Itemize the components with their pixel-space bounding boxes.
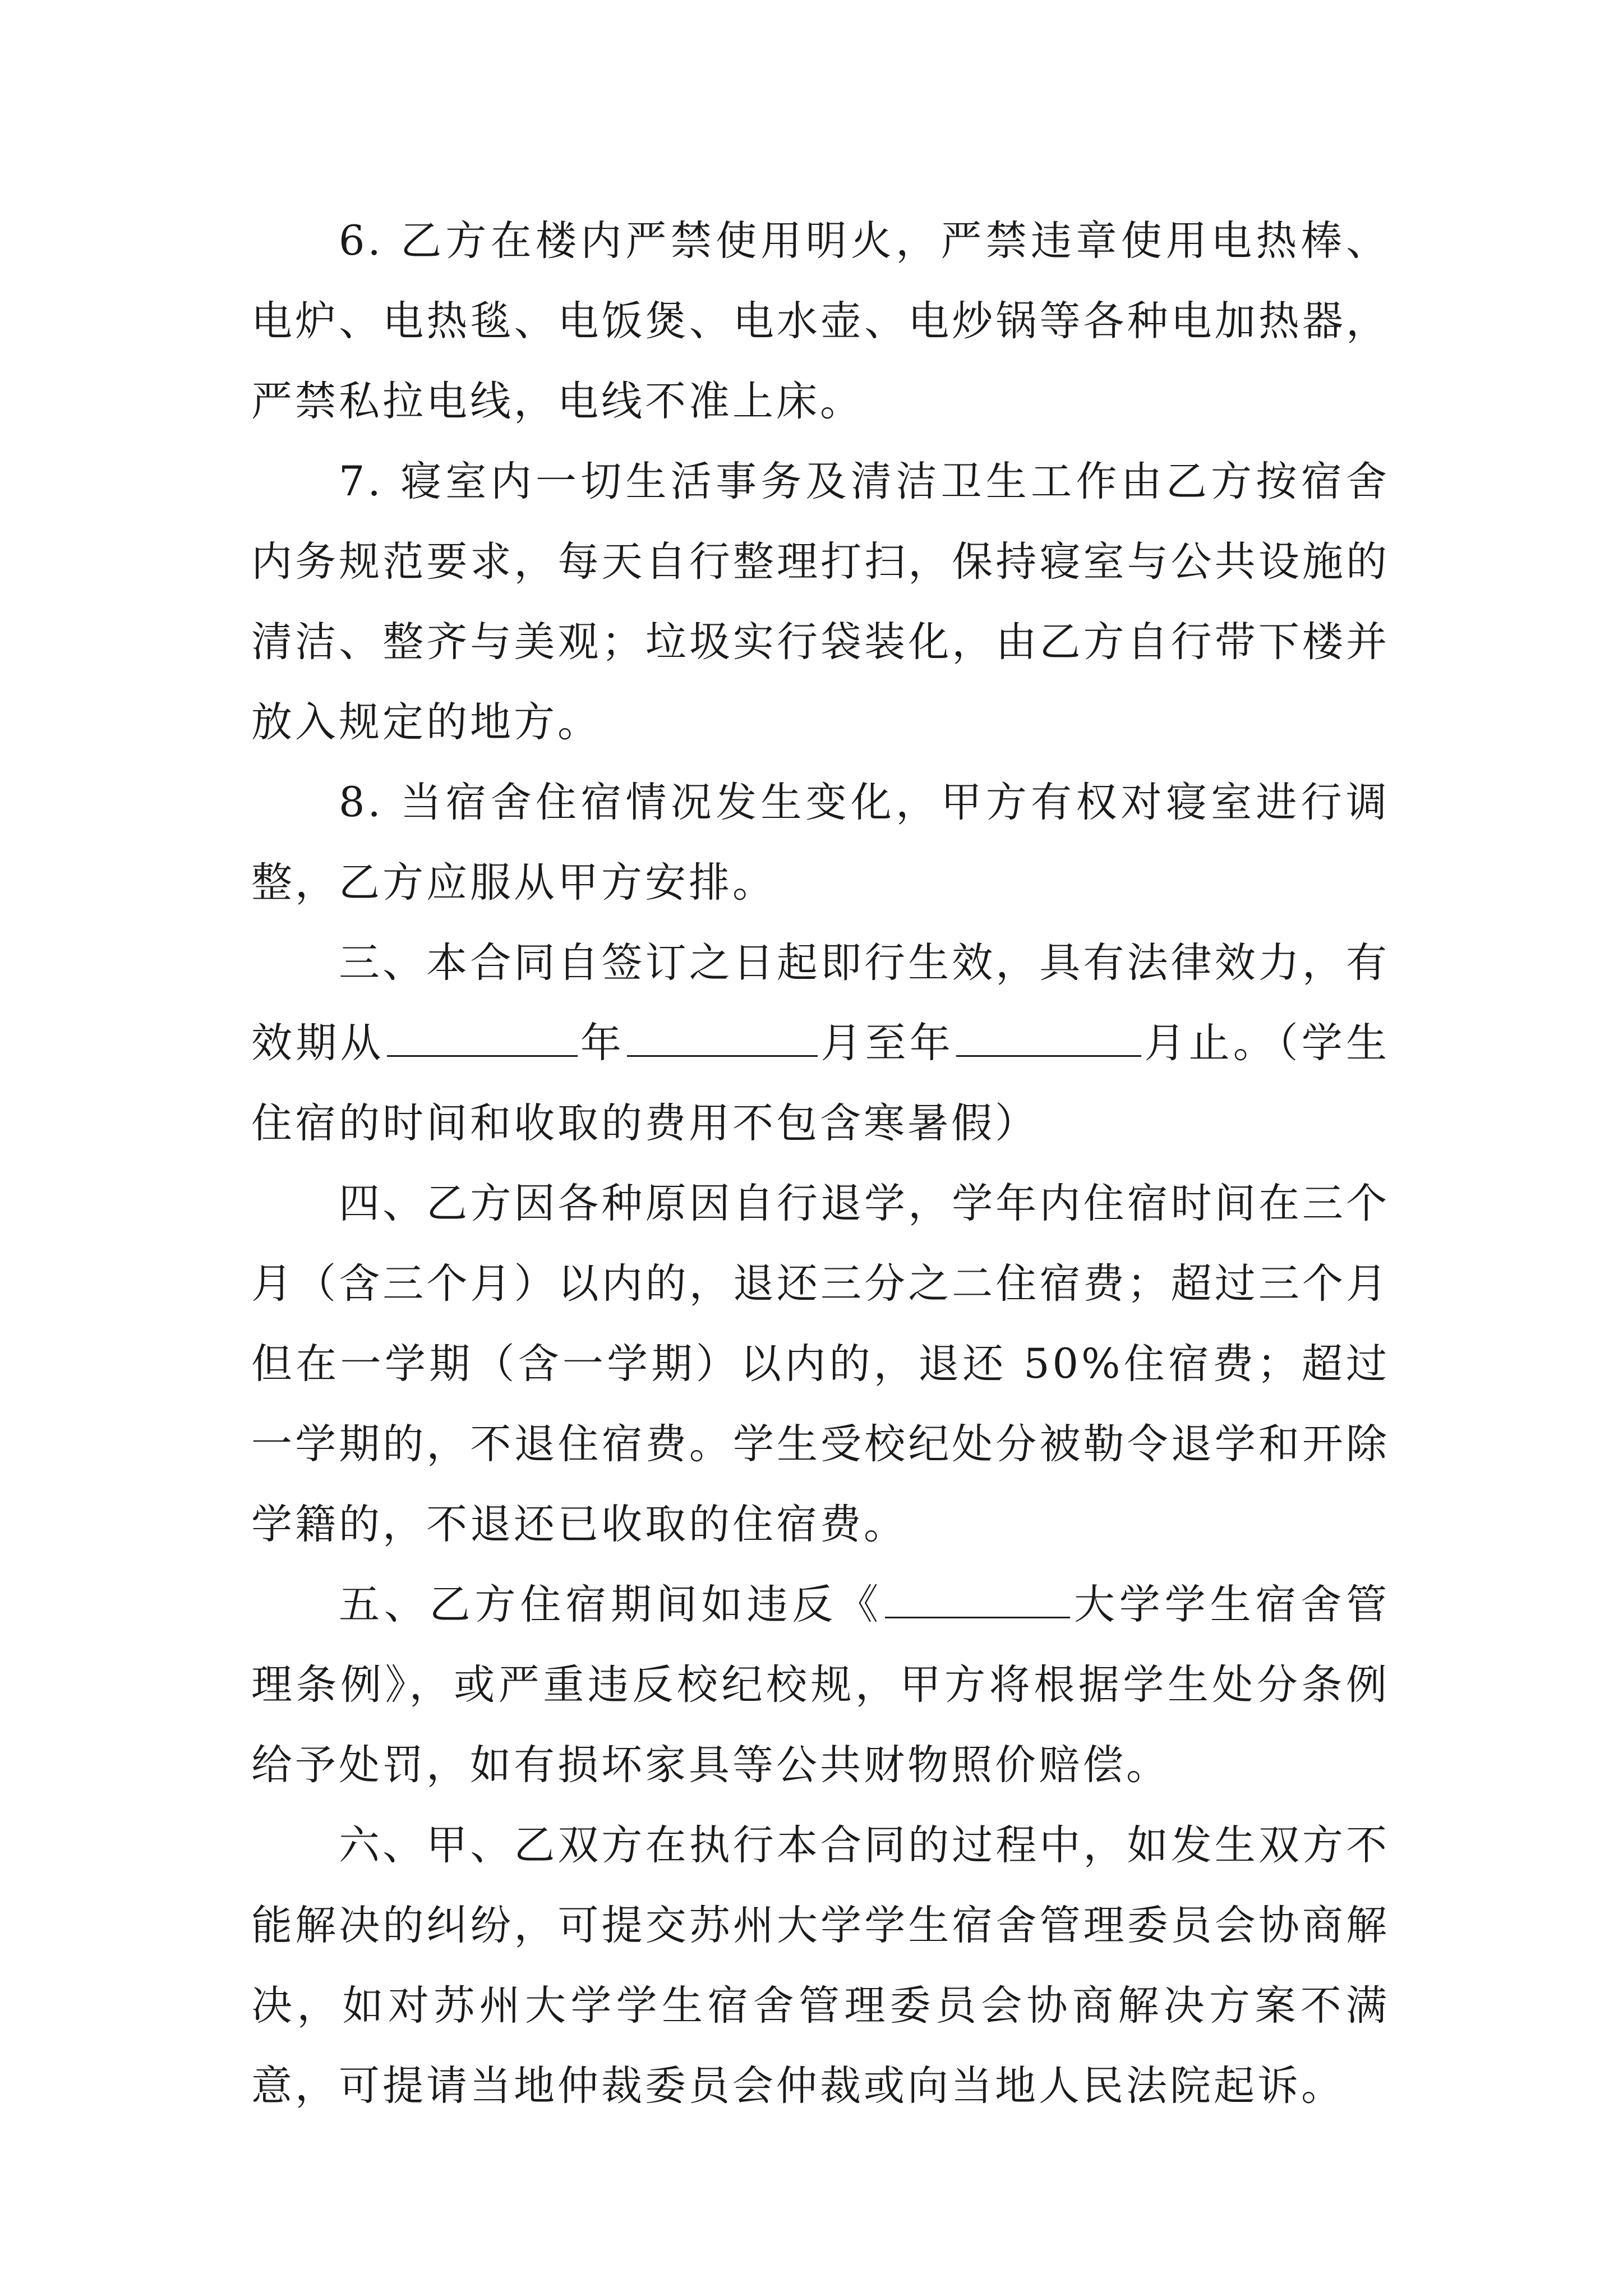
section-3-text-1: 三、本合同自签订之日起即行生效，具有法律效力，有效期从 [251, 939, 1390, 1067]
blank-university-name [885, 1583, 1070, 1618]
clause-8-adjustment: 8. 当宿舍住宿情况发生变化，甲方有权对寝室进行调整，乙方应服从甲方安排。 [251, 779, 1390, 907]
section-3-validity [251, 923, 1390, 1163]
blank-start-month [627, 1022, 818, 1057]
section-4-refund: 四、乙方因各种原因自行退学，学年内住宿时间在三个月（含三个月）以内的，退还三分之二住宿费；超过三个月但在一学期（含一学期）以内的，退还 50%住宿费；超过一学期的，不退住宿费。学生受校纪处分被勒令退学和开除学籍的，不退还已收取的住宿费。 [251, 1180, 1390, 1548]
section-3-text-4: 月止。（学生住宿的时间和收取的费用不包含寒暑假） [251, 1019, 1390, 1147]
section-5-violation [251, 1565, 1390, 1805]
clause-6-open-flame: 6. 乙方在楼内严禁使用明火，严禁违章使用电热棒、电炉、电热毯、电饭煲、电水壶、电炒锅等各种电加热器，严禁私拉电线，电线不准上床。 [251, 217, 1390, 425]
section-3-text-2: 年 [579, 1019, 625, 1067]
section-5-text-1: 五、乙方住宿期间如违反《 [339, 1581, 883, 1628]
section-5-text-2: 大学学生宿舍管理条例》，或严重违反校纪校规，甲方将根据学生处分条例给予处罚，如有损坏家具等公共财物照价赔偿。 [251, 1581, 1390, 1789]
blank-end-month [956, 1022, 1141, 1057]
section-3-text-3: 月至年 [820, 1019, 955, 1067]
contract-body [251, 201, 1390, 2126]
section-6-dispute: 六、甲、乙双方在执行本合同的过程中，如发生双方不能解决的纠纷，可提交苏州大学学生宿舍管理委员会协商解决，如对苏州大学学生宿舍管理委员会协商解决方案不满意，可提请当地仲裁委员会仲裁或向当地人民法院起诉。 [251, 1821, 1390, 2110]
clause-7-cleaning: 7. 寝室内一切生活事务及清洁卫生工作由乙方按宿舍内务规范要求，每天自行整理打扫，保持寝室与公共设施的清洁、整齐与美观；垃圾实行袋装化，由乙方自行带下楼并放入规定的地方。 [251, 458, 1390, 746]
blank-start-year [387, 1022, 578, 1057]
